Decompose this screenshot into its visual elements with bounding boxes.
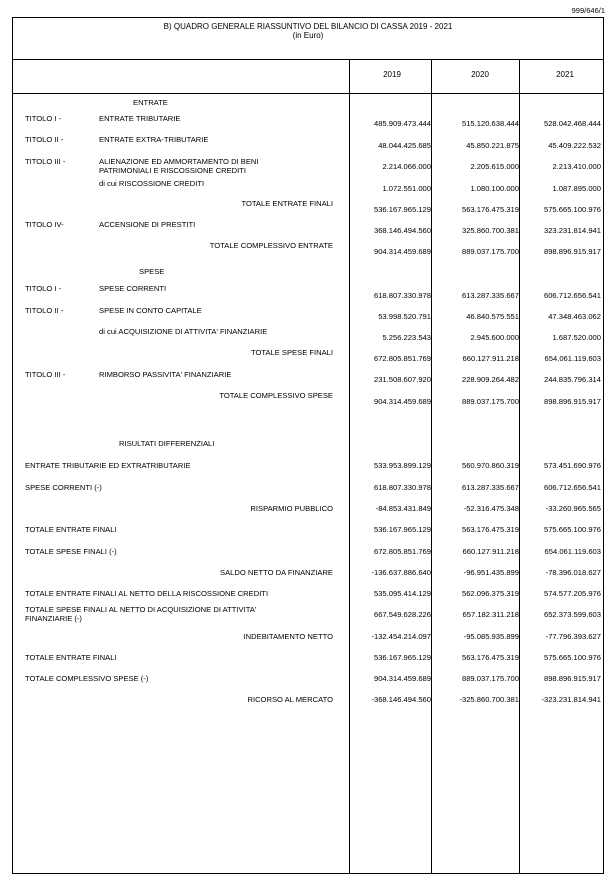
value-cell: -77.796.393.627 (545, 632, 601, 641)
value-cell: 889.037.175.700 (461, 397, 519, 406)
value-cell: 606.712.656.541 (543, 291, 601, 300)
cash-budget-table (12, 17, 604, 874)
title-text: B) QUADRO GENERALE RIASSUNTIVO DEL BILANCIO DI CASSA 2019 - 2021 (163, 22, 453, 31)
subtitle-text: (in Euro) (292, 31, 324, 40)
risultati-row-label: TOTALE ENTRATE FINALI (25, 653, 117, 662)
value-cell: 654.061.119.603 (544, 354, 601, 363)
value-cell: 898.896.915.917 (543, 247, 601, 256)
spese-titolo2-code: TITOLO II - (25, 306, 64, 315)
entrate-titolo4-label: ACCENSIONE DI PRESTITI (99, 220, 196, 229)
value-cell: -368.146.494.560 (371, 695, 431, 704)
value-cell: 904.314.459.689 (373, 674, 431, 683)
value-cell: 560.970.860.319 (461, 461, 519, 470)
value-cell: 654.061.119.603 (544, 547, 601, 556)
value-cell: 562.096.375.319 (461, 589, 519, 598)
risultati-row-label: TOTALE ENTRATE FINALI AL NETTO DELLA RISCOSSIONE CREDITI (25, 589, 269, 598)
value-cell: 904.314.459.689 (373, 247, 431, 256)
value-cell: 47.348.463.062 (548, 312, 601, 321)
column-header-divider (13, 93, 603, 94)
risultati-heading: RISULTATI DIFFERENZIALI (119, 439, 215, 448)
risultati-row-label: INDEBITAMENTO NETTO (243, 632, 333, 641)
value-cell: 536.167.965.129 (373, 653, 431, 662)
entrate-titolo2-code: TITOLO II - (25, 135, 64, 144)
risultati-row-label: RISPARMIO PUBBLICO (250, 504, 333, 513)
value-cell: 660.127.911.218 (462, 354, 519, 363)
value-cell: 660.127.911.218 (462, 547, 519, 556)
risultati-row-label-2: FINANZIARIE (-) (25, 614, 82, 623)
column-divider-2 (431, 59, 432, 873)
spese-titolo3-code: TITOLO III - (25, 370, 66, 379)
year-2020: 2020 (471, 70, 489, 79)
value-cell: -136.637.886.640 (371, 568, 431, 577)
value-cell: 536.167.965.129 (373, 525, 431, 534)
value-cell: 46.840.575.551 (466, 312, 519, 321)
value-cell: 45.409.222.532 (548, 141, 601, 150)
value-cell: 2.213.410.000 (552, 162, 601, 171)
value-cell: 2.214.066.000 (382, 162, 431, 171)
risultati-row-label: TOTALE SPESE FINALI (-) (25, 547, 117, 556)
column-divider-1 (349, 59, 350, 873)
value-cell: 231.508.607.920 (373, 375, 431, 384)
value-cell: 613.287.335.667 (461, 483, 519, 492)
value-cell: 889.037.175.700 (461, 247, 519, 256)
value-cell: 613.287.335.667 (461, 291, 519, 300)
column-divider-3 (519, 59, 520, 873)
document-reference: 999/646/1 (571, 6, 605, 15)
value-cell: -325.860.700.381 (459, 695, 519, 704)
spese-heading: SPESE (139, 267, 165, 276)
value-cell: 573.451.690.976 (543, 461, 601, 470)
risultati-row-label: TOTALE COMPLESSIVO SPESE (-) (25, 674, 149, 683)
value-cell: 575.665.100.976 (543, 653, 601, 662)
value-cell: 672.805.851.769 (373, 354, 431, 363)
risultati-row-label: RICORSO AL MERCATO (247, 695, 333, 704)
value-cell: 652.373.599.603 (543, 610, 601, 619)
entrate-totale-finali-label: TOTALE ENTRATE FINALI (241, 199, 333, 208)
spese-titolo2-label: SPESE IN CONTO CAPITALE (99, 306, 202, 315)
entrate-titolo3-label-1: ALIENAZIONE ED AMMORTAMENTO DI BENI (99, 157, 259, 166)
value-cell: 228.909.264.482 (461, 375, 519, 384)
value-cell: 533.953.899.129 (373, 461, 431, 470)
risultati-row-label: SPESE CORRENTI (-) (25, 483, 102, 492)
value-cell: 2.945.600.000 (470, 333, 519, 342)
spese-titolo1-code: TITOLO I - (25, 284, 62, 293)
risultati-row-label: ENTRATE TRIBUTARIE ED EXTRATRIBUTARIE (25, 461, 191, 470)
value-cell: 898.896.915.917 (543, 674, 601, 683)
value-cell: 672.805.851.769 (373, 547, 431, 556)
risultati-row-label-1: TOTALE SPESE FINALI AL NETTO DI ACQUISIZIONE DI ATTIVITA' (25, 605, 257, 614)
risultati-row-label: TOTALE ENTRATE FINALI (25, 525, 117, 534)
year-2021: 2021 (556, 70, 574, 79)
value-cell: 667.549.628.226 (373, 610, 431, 619)
value-cell: 904.314.459.689 (373, 397, 431, 406)
value-cell: 574.577.205.976 (543, 589, 601, 598)
entrate-titolo4-code: TITOLO IV- (25, 220, 64, 229)
value-cell: -95.085.935.899 (463, 632, 519, 641)
value-cell: 323.231.814.941 (543, 226, 601, 235)
value-cell: -323.231.814.941 (541, 695, 601, 704)
value-cell: -52.316.475.348 (463, 504, 519, 513)
value-cell: -84.853.431.849 (375, 504, 431, 513)
value-cell: 528.042.468.444 (543, 119, 601, 128)
value-cell: 368.146.494.560 (373, 226, 431, 235)
value-cell: 563.176.475.319 (461, 205, 519, 214)
value-cell: 1.087.895.000 (552, 184, 601, 193)
value-cell: 1.687.520.000 (552, 333, 601, 342)
spese-totale-complessivo-label: TOTALE COMPLESSIVO SPESE (219, 391, 333, 400)
value-cell: 45.850.221.875 (466, 141, 519, 150)
value-cell: 575.665.100.976 (543, 525, 601, 534)
value-cell: 244.835.796.314 (543, 375, 601, 384)
entrate-titolo2-label: ENTRATE EXTRA-TRIBUTARIE (99, 135, 209, 144)
value-cell: 5.256.223.543 (382, 333, 431, 342)
value-cell: 1.072.551.000 (382, 184, 431, 193)
value-cell: -132.454.214.097 (371, 632, 431, 641)
value-cell: 575.665.100.976 (543, 205, 601, 214)
value-cell: 618.807.330.978 (373, 483, 431, 492)
value-cell: 563.176.475.319 (461, 653, 519, 662)
value-cell: 325.860.700.381 (461, 226, 519, 235)
entrate-titolo1-label: ENTRATE TRIBUTARIE (99, 114, 181, 123)
value-cell: 536.167.965.129 (373, 205, 431, 214)
spese-dicui-label: di cui ACQUISIZIONE DI ATTIVITA' FINANZIARIE (99, 327, 268, 336)
value-cell: 2.205.615.000 (470, 162, 519, 171)
value-cell: 515.120.638.444 (461, 119, 519, 128)
value-cell: -33.260.965.565 (545, 504, 601, 513)
entrate-titolo3-label-2: PATRIMONIALI E RISCOSSIONE CREDITI (99, 166, 246, 175)
value-cell: 563.176.475.319 (461, 525, 519, 534)
spese-totale-finali-label: TOTALE SPESE FINALI (250, 348, 333, 357)
year-2019: 2019 (383, 70, 401, 79)
value-cell: 898.896.915.917 (543, 397, 601, 406)
spese-titolo3-label: RIMBORSO PASSIVITA' FINANZIARIE (99, 370, 232, 379)
value-cell: 53.998.520.791 (378, 312, 431, 321)
entrate-titolo3-code: TITOLO III - (25, 157, 66, 166)
value-cell: 606.712.656.541 (543, 483, 601, 492)
value-cell: -78.396.018.627 (545, 568, 601, 577)
value-cell: -96.951.435.899 (463, 568, 519, 577)
spese-titolo1-label: SPESE CORRENTI (99, 284, 167, 293)
value-cell: 889.037.175.700 (461, 674, 519, 683)
value-cell: 48.044.425.685 (378, 141, 431, 150)
risultati-row-label: SALDO NETTO DA FINANZIARE (220, 568, 333, 577)
entrate-heading: ENTRATE (133, 98, 168, 107)
entrate-totale-complessivo-label: TOTALE COMPLESSIVO ENTRATE (209, 241, 333, 250)
entrate-dicui-label: di cui RISCOSSIONE CREDITI (99, 179, 205, 188)
value-cell: 618.807.330.978 (373, 291, 431, 300)
entrate-titolo1-code: TITOLO I - (25, 114, 62, 123)
value-cell: 1.080.100.000 (470, 184, 519, 193)
value-cell: 485.909.473.444 (373, 119, 431, 128)
value-cell: 535.095.414.129 (373, 589, 431, 598)
table-title (13, 22, 603, 40)
header-divider (13, 59, 603, 60)
value-cell: 657.182.311.218 (462, 610, 519, 619)
